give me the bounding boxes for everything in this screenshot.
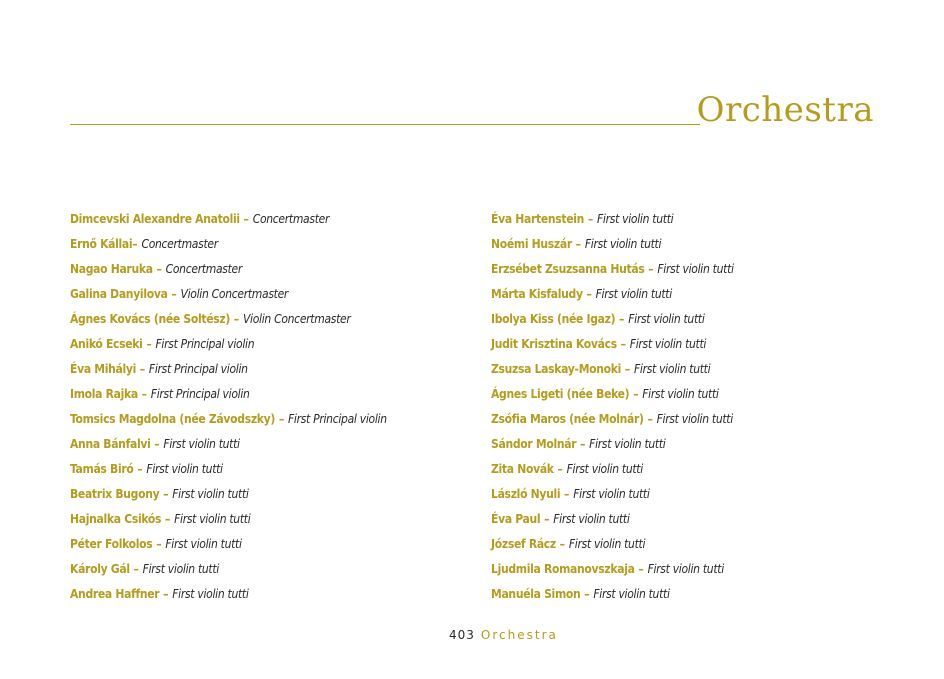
member-name: Galina Danyilova — [70, 287, 168, 301]
running-title: Orchestra — [480, 628, 558, 642]
list-item — [491, 259, 891, 284]
member-role: First violin tutti — [573, 487, 650, 501]
member-name: Anna Bánfalvi — [70, 437, 151, 451]
member-role: First violin tutti — [597, 212, 674, 226]
member-role: First violin tutti — [584, 237, 662, 251]
list-item — [70, 484, 470, 509]
list-item — [491, 409, 891, 434]
name-role-separator: – — [239, 212, 253, 226]
member-role: First violin tutti — [589, 437, 666, 451]
member-role: Concertmaster — [141, 237, 218, 251]
list-item — [70, 559, 470, 584]
name-role-separator: – — [159, 487, 173, 501]
member-role: Concertmaster — [252, 212, 330, 226]
member-role: First violin tutti — [566, 462, 643, 476]
member-name: Éva Mihályi — [70, 362, 136, 376]
member-name: Imola Rajka — [70, 387, 138, 401]
name-role-separator: – — [580, 587, 594, 601]
personnel-list-left — [70, 209, 470, 609]
list-item — [491, 234, 891, 259]
name-role-separator: – — [230, 312, 243, 326]
list-item — [70, 284, 470, 309]
member-role: First violin tutti — [656, 412, 733, 426]
name-role-separator: – — [615, 312, 629, 326]
list-item — [491, 509, 891, 534]
section-title: Orchestra — [696, 90, 874, 130]
name-role-separator: – — [142, 337, 156, 351]
name-role-separator: – — [555, 537, 569, 551]
list-item — [70, 384, 470, 409]
list-item — [491, 534, 891, 559]
member-name: Manuéla Simon — [491, 587, 581, 601]
list-item — [70, 234, 470, 259]
name-role-separator: – — [159, 587, 173, 601]
personnel-list-right — [491, 209, 891, 609]
member-role: First violin tutti — [174, 512, 251, 526]
member-name: Márta Kisfaludy — [491, 287, 583, 301]
name-role-separator: – — [133, 462, 147, 476]
member-role: First violin tutti — [172, 587, 249, 601]
header-rule — [70, 124, 700, 125]
member-role: First violin tutti — [163, 437, 240, 451]
member-name: Ibolya Kiss (née Igaz) — [491, 312, 616, 326]
list-item — [491, 209, 891, 234]
member-name: Ágnes Kovács (née Soltész) — [70, 312, 231, 326]
name-role-separator: – — [150, 437, 164, 451]
name-role-separator: – — [644, 262, 658, 276]
member-name: Andrea Haffner — [70, 587, 160, 601]
name-role-separator: – — [161, 512, 175, 526]
list-item — [70, 534, 470, 559]
member-role: First violin tutti — [629, 337, 707, 351]
member-name: Károly Gál — [70, 562, 130, 576]
list-item — [491, 559, 891, 584]
member-name: Zsófia Maros (née Molnár) — [491, 412, 644, 426]
name-role-separator: – — [616, 337, 630, 351]
member-role: First violin tutti — [553, 512, 630, 526]
list-item — [491, 359, 891, 384]
member-name: Anikó Ecseki — [70, 337, 143, 351]
member-name: Ernő Kállai — [70, 237, 133, 251]
member-name: Péter Folkolos — [70, 537, 153, 551]
member-name: Tamás Biró — [70, 462, 134, 476]
member-role: First Principal violin — [150, 387, 250, 401]
list-item — [70, 359, 470, 384]
list-item — [70, 259, 470, 284]
member-role: Violin Concertmaster — [242, 312, 351, 326]
name-role-separator: – — [540, 512, 554, 526]
member-name: Ágnes Ligeti (née Beke) — [491, 387, 630, 401]
member-role: First violin tutti — [628, 312, 705, 326]
member-name: Sándor Molnár — [491, 437, 577, 451]
member-name: Zsuzsa Laskay-Monoki — [491, 362, 622, 376]
list-item — [491, 309, 891, 334]
list-item — [70, 459, 470, 484]
list-item — [70, 309, 470, 334]
member-name: Beatrix Bugony — [70, 487, 160, 501]
member-role: First violin tutti — [568, 537, 646, 551]
member-name: Hajnalka Csikós — [70, 512, 162, 526]
name-role-separator: – — [132, 237, 142, 251]
page-footer — [449, 627, 558, 643]
member-role: First violin tutti — [165, 537, 242, 551]
member-name: Dimcevski Alexandre Anatolii — [70, 212, 240, 226]
member-role: First violin tutti — [146, 462, 223, 476]
member-name: József Rácz — [491, 537, 556, 551]
list-item — [491, 334, 891, 359]
member-role: First violin tutti — [647, 562, 724, 576]
list-item — [70, 209, 470, 234]
member-role: First violin tutti — [593, 587, 670, 601]
member-role: First Principal violin — [287, 412, 387, 426]
member-name: Éva Hartenstein — [491, 212, 585, 226]
list-item — [491, 584, 891, 609]
list-item — [70, 584, 470, 609]
member-name: László Nyuli — [491, 487, 561, 501]
list-item — [491, 434, 891, 459]
member-name: Erzsébet Zsuzsanna Hutás — [491, 262, 645, 276]
member-name: Judit Krisztina Kovács — [491, 337, 617, 351]
member-name: Zita Novák — [491, 462, 554, 476]
name-role-separator: – — [629, 387, 643, 401]
name-role-separator: – — [136, 362, 149, 376]
member-role: First violin tutti — [142, 562, 219, 576]
list-item — [70, 409, 470, 434]
member-role: First violin tutti — [642, 387, 719, 401]
name-role-separator: – — [584, 212, 597, 226]
member-role: First Principal violin — [148, 362, 248, 376]
list-item — [70, 334, 470, 359]
member-role: First violin tutti — [172, 487, 249, 501]
member-name: Tomsics Magdolna (née Závodszky) — [70, 412, 276, 426]
member-name: Noémi Huszár — [491, 237, 572, 251]
member-role: First violin tutti — [595, 287, 672, 301]
name-role-separator: – — [576, 437, 590, 451]
member-role: Violin Concertmaster — [180, 287, 289, 301]
name-role-separator: – — [643, 412, 657, 426]
member-role: First Principal violin — [155, 337, 255, 351]
list-item — [491, 484, 891, 509]
name-role-separator: – — [553, 462, 567, 476]
list-item — [70, 434, 470, 459]
name-role-separator: – — [275, 412, 288, 426]
name-role-separator: – — [621, 362, 634, 376]
name-role-separator: – — [129, 562, 143, 576]
member-role: First violin tutti — [657, 262, 734, 276]
name-role-separator: – — [571, 237, 585, 251]
name-role-separator: – — [152, 262, 166, 276]
list-item — [70, 509, 470, 534]
member-name: Nagao Haruka — [70, 262, 153, 276]
list-item — [491, 384, 891, 409]
list-item — [491, 284, 891, 309]
member-name: Ljudmila Romanovszkaja — [491, 562, 635, 576]
name-role-separator: – — [137, 387, 151, 401]
name-role-separator: – — [152, 537, 166, 551]
name-role-separator: – — [634, 562, 648, 576]
member-role: Concertmaster — [165, 262, 243, 276]
list-item — [491, 459, 891, 484]
name-role-separator: – — [560, 487, 574, 501]
name-role-separator: – — [582, 287, 596, 301]
name-role-separator: – — [167, 287, 181, 301]
member-name: Éva Paul — [491, 512, 541, 526]
member-role: First violin tutti — [633, 362, 711, 376]
page-number: 403 — [449, 628, 475, 642]
